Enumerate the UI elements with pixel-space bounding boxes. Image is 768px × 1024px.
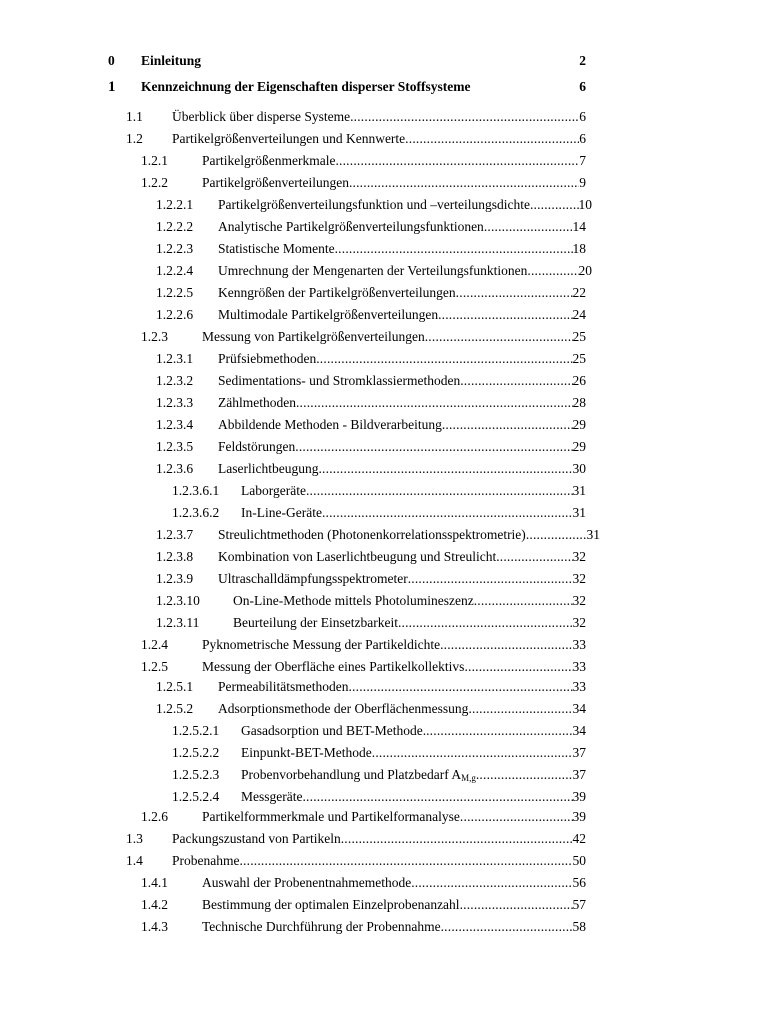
toc-entry-1-4-3[interactable] bbox=[141, 917, 586, 937]
toc-leader bbox=[408, 569, 573, 589]
toc-leader bbox=[440, 635, 572, 655]
toc-page: 26 bbox=[572, 373, 586, 388]
toc-number: 1.2.3.1 bbox=[156, 351, 194, 366]
toc-title: Partikelformmerkmale und Partikelformanalyse bbox=[202, 809, 460, 824]
toc-number: 1.4.3 bbox=[141, 919, 168, 934]
toc-number: 1.3 bbox=[126, 831, 143, 846]
toc-entry-1-2-3-1[interactable] bbox=[156, 349, 586, 369]
toc-page: 7 bbox=[579, 153, 586, 168]
toc-leader bbox=[411, 873, 572, 893]
toc-number: 1.2.5.2 bbox=[156, 701, 194, 716]
toc-title: Laserlichtbeugung bbox=[218, 461, 319, 476]
toc-page: 33 bbox=[572, 659, 586, 674]
toc-number: 1.2.3.5 bbox=[156, 439, 194, 454]
toc-number: 1.2.2.2 bbox=[156, 219, 194, 234]
toc-title: Partikelgrößenverteilungsfunktion und –verteilungsdichte bbox=[218, 197, 530, 212]
toc-title: Einpunkt-BET-Methode bbox=[241, 745, 372, 760]
toc-number: 1.2.2.5 bbox=[156, 285, 194, 300]
toc-entry-1-2-2[interactable] bbox=[141, 173, 586, 193]
toc-number: 1.2.3.9 bbox=[156, 571, 194, 586]
toc-page: 56 bbox=[572, 875, 586, 890]
toc-leader bbox=[341, 829, 573, 849]
toc-page: 29 bbox=[572, 417, 586, 432]
toc-number: 1.2.2.3 bbox=[156, 241, 194, 256]
toc-page: 37 bbox=[572, 767, 586, 782]
toc-leader bbox=[302, 787, 572, 807]
toc-page: 22 bbox=[572, 285, 586, 300]
toc-title: Überblick über disperse Systeme bbox=[172, 109, 351, 124]
toc-entry-1-2-3-10[interactable] bbox=[156, 591, 586, 611]
toc-leader bbox=[426, 721, 572, 741]
toc-title-text: Probenvorbehandlung und Platzbedarf A bbox=[241, 767, 462, 782]
toc-entry-1-2-5-2-4[interactable] bbox=[172, 787, 586, 807]
toc-entry-1-2-4[interactable] bbox=[141, 635, 586, 655]
toc-entry-1-2-5-2-1[interactable] bbox=[172, 721, 586, 741]
toc-page: 31 bbox=[586, 527, 600, 542]
toc-title: Streulichtmethoden (Photonenkorrelationsspektrometrie) bbox=[218, 527, 526, 542]
toc-entry-0[interactable] bbox=[108, 51, 586, 71]
toc-number: 1.2 bbox=[126, 131, 143, 146]
toc-leader bbox=[496, 547, 572, 567]
toc-leader bbox=[441, 917, 573, 937]
toc-leader bbox=[322, 503, 573, 523]
toc-number: 1.2.5.2.2 bbox=[172, 745, 220, 760]
toc-title: Pyknometrische Messung der Partikeldichte bbox=[202, 637, 441, 652]
toc-leader bbox=[526, 525, 587, 545]
toc-leader bbox=[350, 107, 579, 127]
toc-title: Bestimmung der optimalen Einzelprobenanzahl bbox=[202, 897, 460, 912]
toc-page: 10 bbox=[578, 197, 592, 212]
toc-entry-1-2-3-4[interactable] bbox=[156, 415, 586, 435]
toc-leader bbox=[425, 327, 573, 347]
toc-title: Kombination von Laserlichtbeugung und Streulicht bbox=[218, 549, 497, 564]
toc-entry-1-2-3-9[interactable] bbox=[156, 569, 586, 589]
toc-page: 33 bbox=[572, 637, 586, 652]
toc-leader bbox=[316, 349, 572, 369]
toc-page: 33 bbox=[572, 679, 586, 694]
toc-leader bbox=[372, 743, 573, 763]
toc-leader bbox=[460, 895, 573, 915]
toc-leader bbox=[318, 459, 572, 479]
toc-entry-1-2-5-2-3[interactable] bbox=[172, 765, 586, 785]
toc-number: 1.2.6 bbox=[141, 809, 168, 824]
toc-leader bbox=[460, 807, 573, 827]
toc-page: 6 bbox=[579, 131, 586, 146]
toc-number: 1.1 bbox=[126, 109, 143, 124]
toc-entry-1-2-1[interactable] bbox=[141, 151, 586, 171]
toc-entry-1-2-2-1[interactable] bbox=[156, 195, 592, 215]
toc-number: 1.2.4 bbox=[141, 637, 168, 652]
toc-page: 37 bbox=[572, 745, 586, 760]
toc-entry-1-2-5-2[interactable] bbox=[156, 699, 586, 719]
toc-number: 1.2.5.1 bbox=[156, 679, 194, 694]
toc-title: Zählmethoden bbox=[218, 395, 296, 410]
toc-page: 34 bbox=[572, 723, 586, 738]
toc-title: Partikelgrößenverteilungen und Kennwerte bbox=[172, 131, 406, 146]
toc-page: 39 bbox=[572, 809, 586, 824]
toc-title: Gasadsorption und BET-Methode. bbox=[241, 723, 427, 738]
toc-number: 1.2.2.6 bbox=[156, 307, 194, 322]
toc-page: 25 bbox=[572, 329, 586, 344]
toc-page: 42 bbox=[572, 831, 586, 846]
toc-title: Prüfsiebmethoden bbox=[218, 351, 317, 366]
toc-page: 34 bbox=[572, 701, 586, 716]
toc-title: Multimodale Partikelgrößenverteilungen bbox=[218, 307, 439, 322]
toc-leader bbox=[464, 657, 572, 677]
toc-entry-1-2-3-2[interactable] bbox=[156, 371, 586, 391]
toc-title: Laborgeräte bbox=[241, 483, 306, 498]
toc-page: 57 bbox=[572, 897, 586, 912]
toc-entry-1-2-5-2-2[interactable] bbox=[172, 743, 586, 763]
toc-title-subscript: M,g bbox=[461, 773, 476, 783]
toc-title: In-Line-Geräte bbox=[241, 505, 322, 520]
toc-page: 39 bbox=[572, 789, 586, 804]
toc-leader bbox=[530, 195, 579, 215]
toc-title: Ultraschalldämpfungsspektrometer bbox=[218, 571, 408, 586]
toc-entry-1-2-3-6-2[interactable] bbox=[172, 503, 586, 523]
toc-title: Feldstörungen bbox=[218, 439, 296, 454]
toc-title: Messgeräte bbox=[241, 789, 303, 804]
toc-entry-1-2-3-6-1[interactable] bbox=[172, 481, 586, 501]
toc-page: 6 bbox=[579, 109, 586, 124]
toc-page: 50 bbox=[572, 853, 586, 868]
toc-leader bbox=[468, 699, 572, 719]
toc-number: 0 bbox=[108, 53, 115, 68]
toc-leader bbox=[295, 437, 572, 457]
toc-title: Partikelgrößenverteilungen bbox=[202, 175, 349, 190]
toc-entry-1-2-2-4[interactable] bbox=[156, 261, 592, 281]
toc-entry-1-2-3[interactable] bbox=[141, 327, 586, 347]
toc-title: Einleitung bbox=[141, 53, 202, 68]
toc-number: 1.2.1 bbox=[141, 153, 168, 168]
toc-title: Packungszustand von Partikeln bbox=[172, 831, 341, 846]
toc-title: Auswahl der Probenentnahmemethode bbox=[202, 875, 412, 890]
toc-number: 1.2.3.3 bbox=[156, 395, 194, 410]
toc-number: 1.2.2.4 bbox=[156, 263, 194, 278]
toc-number: 1.2.3.2 bbox=[156, 373, 194, 388]
toc-number: 1.4 bbox=[126, 853, 143, 868]
toc-entry-1-2[interactable] bbox=[126, 129, 586, 149]
toc-entry-1-2-3-3[interactable] bbox=[156, 393, 586, 413]
toc-title: Probenahme bbox=[172, 853, 240, 868]
toc-page: 28 bbox=[572, 395, 586, 410]
toc-title: Analytische Partikelgrößenverteilungsfunktionen bbox=[218, 219, 484, 234]
toc-title: Adsorptionsmethode der Oberflächenmessung bbox=[218, 701, 469, 716]
toc-page: 2 bbox=[579, 53, 586, 68]
toc-number: 1.2.5.2.4 bbox=[172, 789, 220, 804]
toc-leader bbox=[474, 591, 573, 611]
toc-title bbox=[241, 765, 476, 785]
toc-entry-1-2-3-7[interactable] bbox=[156, 525, 600, 545]
toc-entry-1-2-2-2[interactable] bbox=[156, 217, 586, 237]
toc-entry-1-2-2-6[interactable] bbox=[156, 305, 586, 325]
toc-number: 1 bbox=[108, 79, 116, 95]
toc-number: 1.2.3.6.1 bbox=[172, 483, 220, 498]
toc-entry-1-4-1[interactable] bbox=[141, 873, 586, 893]
toc-page: 32 bbox=[572, 615, 586, 630]
toc-number: 1.4.1 bbox=[141, 875, 168, 890]
toc-title: Permeabilitätsmethoden bbox=[218, 679, 349, 694]
toc-page: 31 bbox=[572, 483, 586, 498]
toc-number: 1.2.5.2.1 bbox=[172, 723, 220, 738]
toc-entry-1-2-2-3[interactable] bbox=[156, 239, 586, 259]
toc-title: Sedimentations- und Stromklassiermethoden bbox=[218, 373, 461, 388]
toc-title: Kenngrößen der Partikelgrößenverteilungen bbox=[218, 285, 456, 300]
toc-number: 1.2.3.8 bbox=[156, 549, 194, 564]
toc-page: 58 bbox=[572, 919, 586, 934]
toc-entry-1[interactable] bbox=[108, 77, 586, 97]
toc-page: 32 bbox=[572, 549, 586, 564]
toc-page: 32 bbox=[572, 571, 586, 586]
toc-leader bbox=[335, 151, 579, 171]
toc-page: 6 bbox=[579, 79, 586, 94]
toc-number: 1.4.2 bbox=[141, 897, 168, 912]
toc-entry-1-2-6[interactable] bbox=[141, 807, 586, 827]
toc-entry-1-2-2-5[interactable] bbox=[156, 283, 586, 303]
toc-title: Umrechnung der Mengenarten der Verteilungsfunktionen bbox=[218, 263, 528, 278]
toc-number: 1.2.5 bbox=[141, 659, 168, 674]
toc-title: On-Line-Methode mittels Photolumineszenz bbox=[233, 593, 474, 608]
toc-title: Messung der Oberfläche eines Partikelkollektivs bbox=[202, 659, 465, 674]
toc-entry-1-3[interactable] bbox=[126, 829, 586, 849]
toc-leader bbox=[484, 217, 573, 237]
toc-page: 30 bbox=[572, 461, 586, 476]
toc-page: 29 bbox=[572, 439, 586, 454]
toc-leader bbox=[296, 393, 573, 413]
toc-entry-1-4-2[interactable] bbox=[141, 895, 586, 915]
toc-leader bbox=[456, 283, 573, 303]
toc-number: 1.2.3.6.2 bbox=[172, 505, 220, 520]
toc-page: 25 bbox=[572, 351, 586, 366]
toc-number: 1.2.3.11 bbox=[156, 615, 200, 630]
toc-leader bbox=[460, 371, 572, 391]
toc-leader bbox=[476, 765, 573, 785]
toc-leader bbox=[306, 481, 573, 501]
toc-entry-1-2-5[interactable] bbox=[141, 657, 586, 677]
toc-page: 31 bbox=[572, 505, 586, 520]
toc-title: Partikelgrößenmerkmale bbox=[202, 153, 336, 168]
toc-leader bbox=[398, 613, 573, 633]
toc-leader bbox=[348, 677, 572, 697]
toc-title: Messung von Partikelgrößenverteilungen bbox=[202, 329, 425, 344]
toc-leader bbox=[442, 415, 573, 435]
toc-page: 18 bbox=[572, 241, 586, 256]
toc-entry-1-2-5-1[interactable] bbox=[156, 677, 586, 697]
toc-number: 1.2.3.4 bbox=[156, 417, 194, 432]
toc-title: Technische Durchführung der Probennahme bbox=[202, 919, 441, 934]
toc-leader bbox=[527, 261, 578, 281]
toc-entry-1-2-3-5[interactable] bbox=[156, 437, 586, 457]
toc-title: Beurteilung der Einsetzbarkeit bbox=[233, 615, 398, 630]
toc-number: 1.2.3.7 bbox=[156, 527, 194, 542]
toc-number: 1.2.2 bbox=[141, 175, 168, 190]
toc-page: 20 bbox=[578, 263, 592, 278]
toc-leader bbox=[349, 173, 579, 193]
toc-page: 9 bbox=[579, 175, 586, 190]
toc-title: Kennzeichnung der Eigenschaften disperser Stoffsysteme bbox=[141, 79, 471, 94]
toc-page: 24 bbox=[572, 307, 586, 322]
toc-page: 14 bbox=[572, 219, 586, 234]
toc-entry-1-2-3-8[interactable] bbox=[156, 547, 586, 567]
toc-leader bbox=[239, 851, 572, 871]
toc-page: 32 bbox=[572, 593, 586, 608]
toc-entry-1-4[interactable] bbox=[126, 851, 586, 871]
toc-number: 1.2.5.2.3 bbox=[172, 767, 220, 782]
toc-number: 1.2.3 bbox=[141, 329, 168, 344]
toc-entry-1-2-3-11[interactable] bbox=[156, 613, 586, 633]
toc-leader bbox=[405, 129, 579, 149]
toc-title: Abbildende Methoden - Bildverarbeitung bbox=[218, 417, 442, 432]
toc-entry-1-2-3-6[interactable] bbox=[156, 459, 586, 479]
toc-number: 1.2.3.6 bbox=[156, 461, 194, 476]
toc-number: 1.2.2.1 bbox=[156, 197, 194, 212]
toc-number: 1.2.3.10 bbox=[156, 593, 200, 608]
toc-leader bbox=[335, 239, 573, 259]
toc-leader bbox=[438, 305, 572, 325]
toc-title: Statistische Momente bbox=[218, 241, 335, 256]
toc-entry-1-1[interactable] bbox=[126, 107, 586, 127]
